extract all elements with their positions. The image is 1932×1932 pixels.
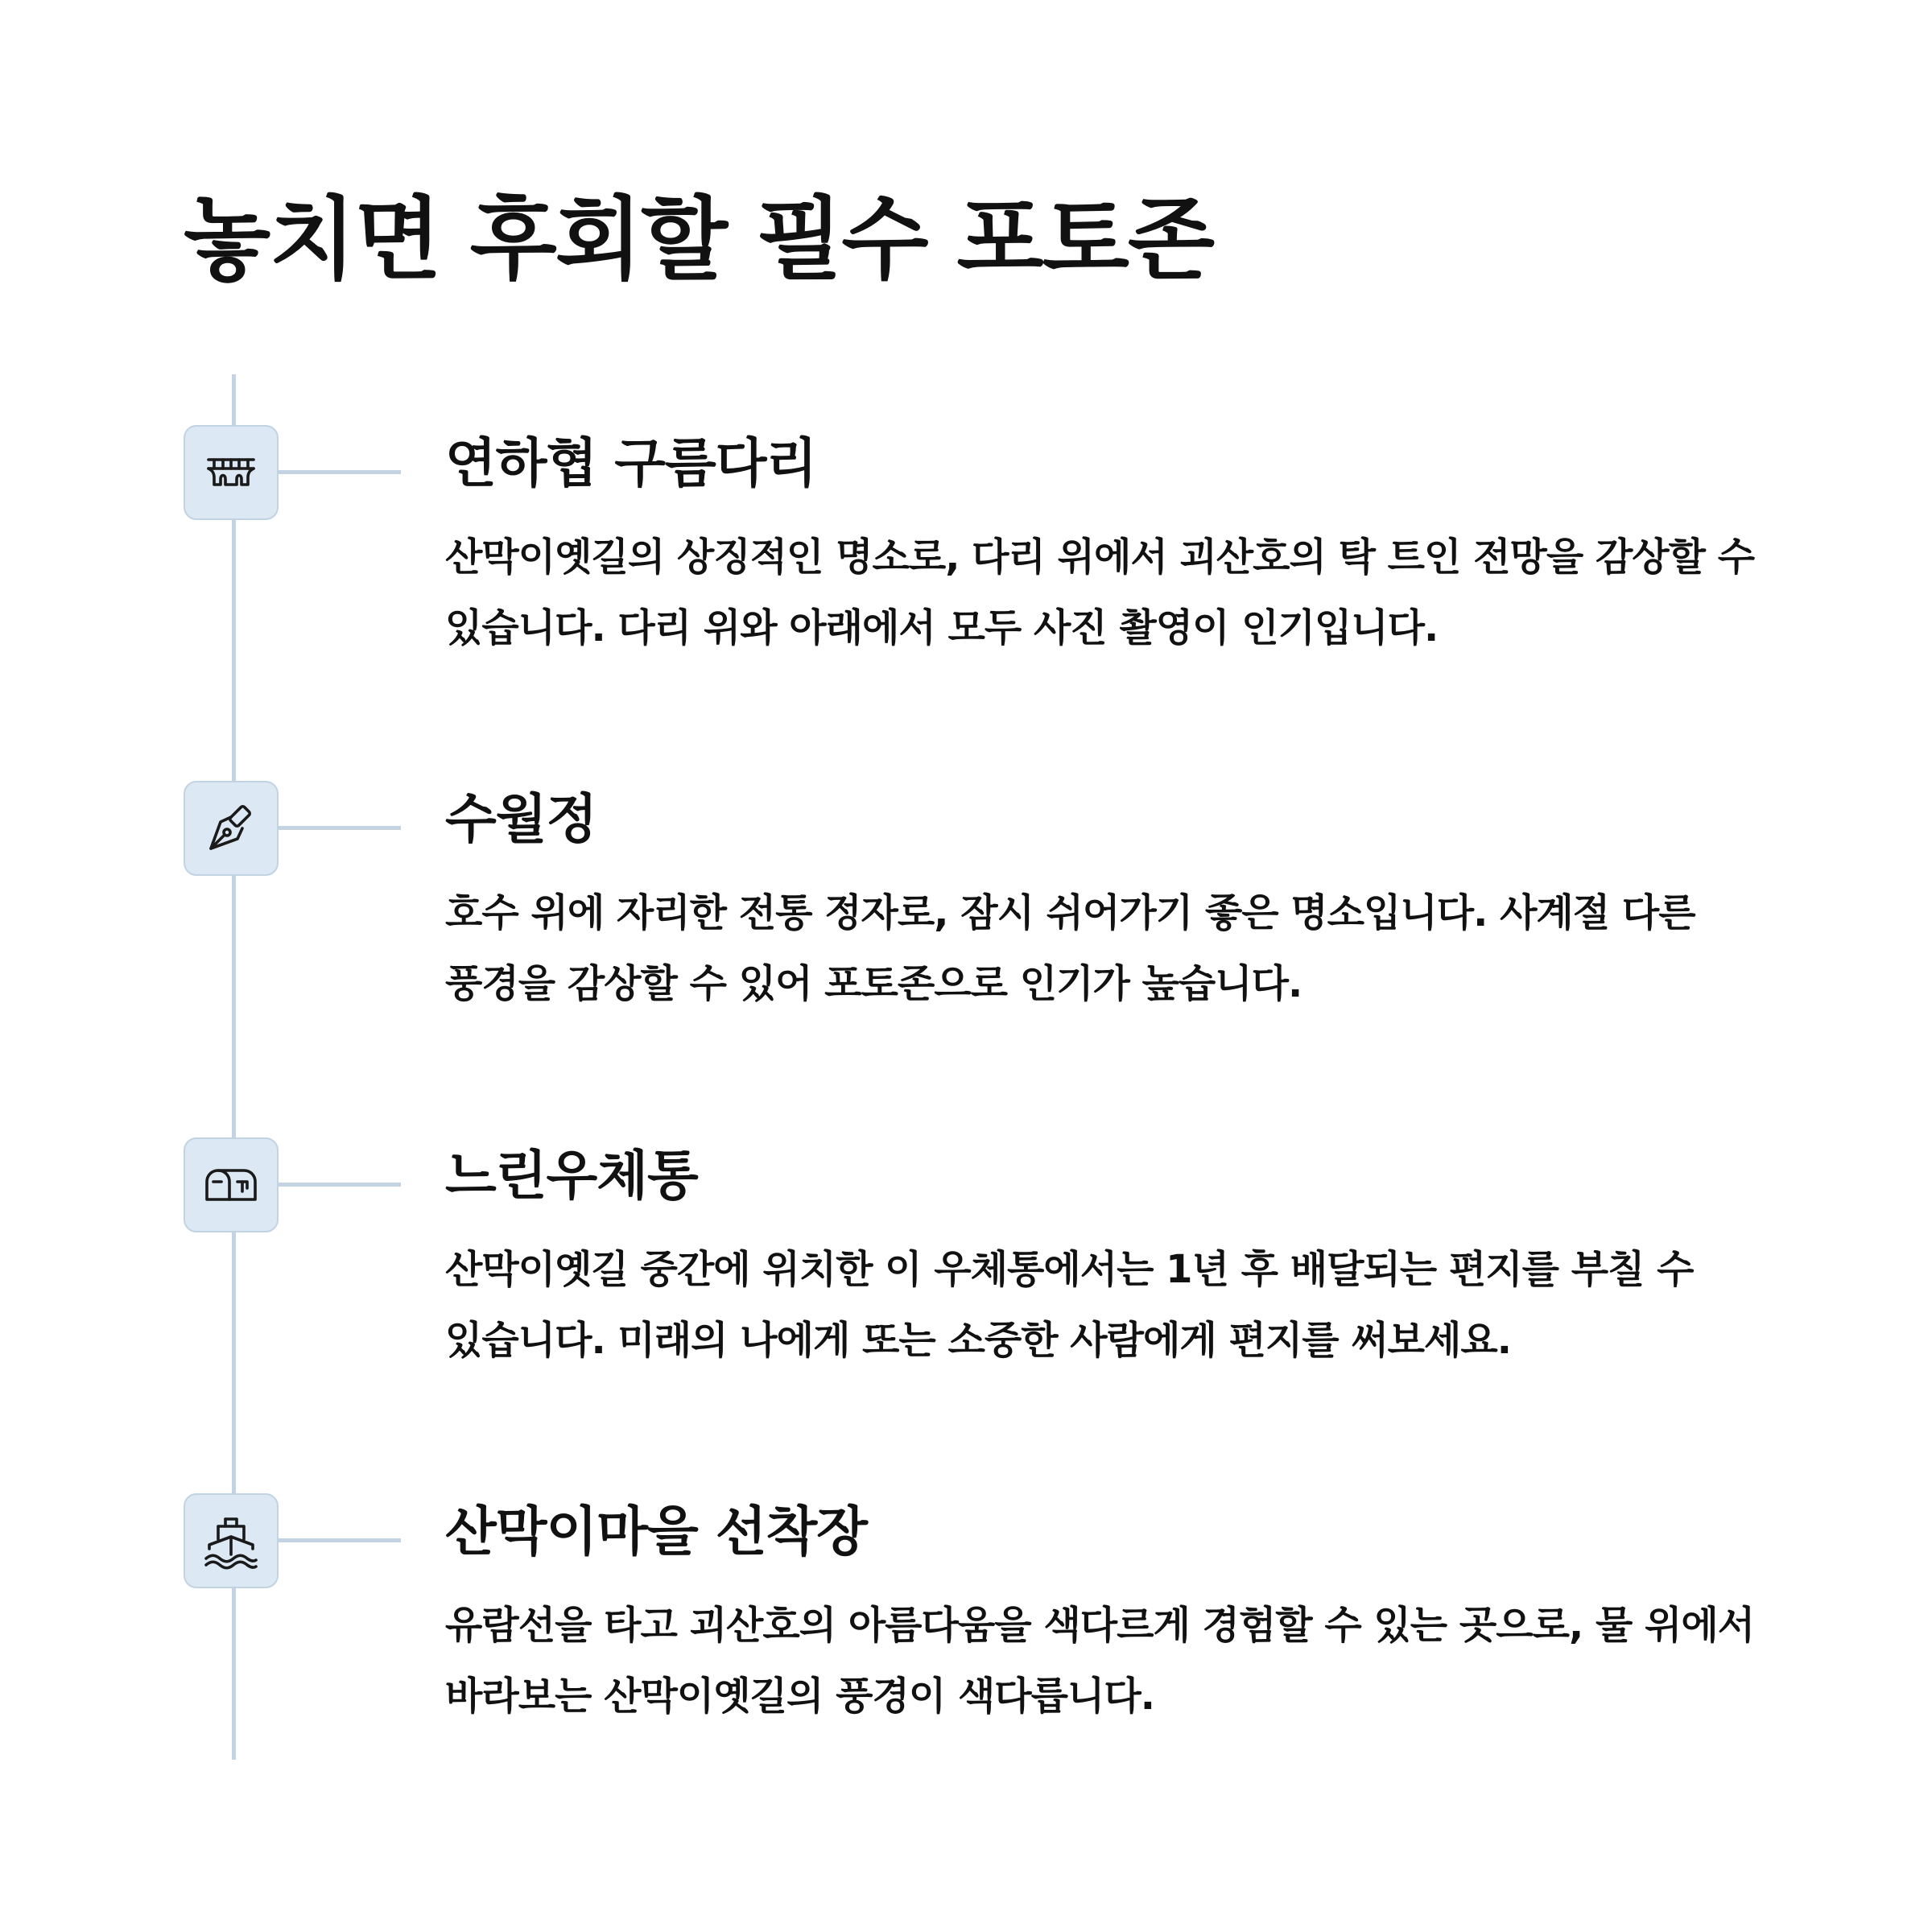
ship-icon: [184, 1493, 279, 1588]
spot-description: 호수 위에 자리한 전통 정자로, 잠시 쉬어가기 좋은 명소입니다. 사계절 다른 풍경을 감상할 수 있어 포토존으로 인기가 높습니다.: [445, 890, 1695, 1006]
spot-description: 산막이옛길 중간에 위치한 이 우체통에서는 1년 후 배달되는 편지를 부칠 수 있습니다. 미래의 나에게 또는 소중한 사람에게 편지를 써보세요.: [445, 1247, 1694, 1363]
photo-spot-item: [0, 781, 1932, 1046]
spot-title: 연하협 구름다리: [445, 432, 817, 494]
timeline-connector: [279, 1538, 401, 1542]
spot-description: 산막이옛길의 상징적인 명소로, 다리 위에서 괴산호의 탁 트인 전망을 감상할 수 있습니다. 다리 위와 아래에서 모두 사진 촬영이 인기입니다.: [445, 535, 1755, 650]
spot-title: 산막이마을 선착장: [445, 1501, 868, 1563]
timeline-connector: [279, 826, 401, 830]
bridge-icon: [184, 425, 279, 520]
spot-title: 수월정: [445, 788, 597, 850]
photo-spot-item: [0, 1137, 1932, 1403]
spot-description: 유람선을 타고 괴산호의 아름다움을 색다르게 경험할 수 있는 곳으로, 물 위에서 바라보는 산막이옛길의 풍경이 색다릅니다.: [445, 1603, 1755, 1719]
page-title: 놓치면 후회할 필수 포토존: [184, 188, 1214, 292]
timeline-connector: [279, 470, 401, 474]
mailbox-icon: [184, 1137, 279, 1232]
timeline-connector: [279, 1183, 401, 1187]
photo-spot-item: [0, 425, 1932, 691]
photo-spot-item: [0, 1493, 1932, 1759]
spot-title: 느린우체통: [445, 1145, 698, 1207]
pen-nib-icon: [184, 781, 279, 876]
